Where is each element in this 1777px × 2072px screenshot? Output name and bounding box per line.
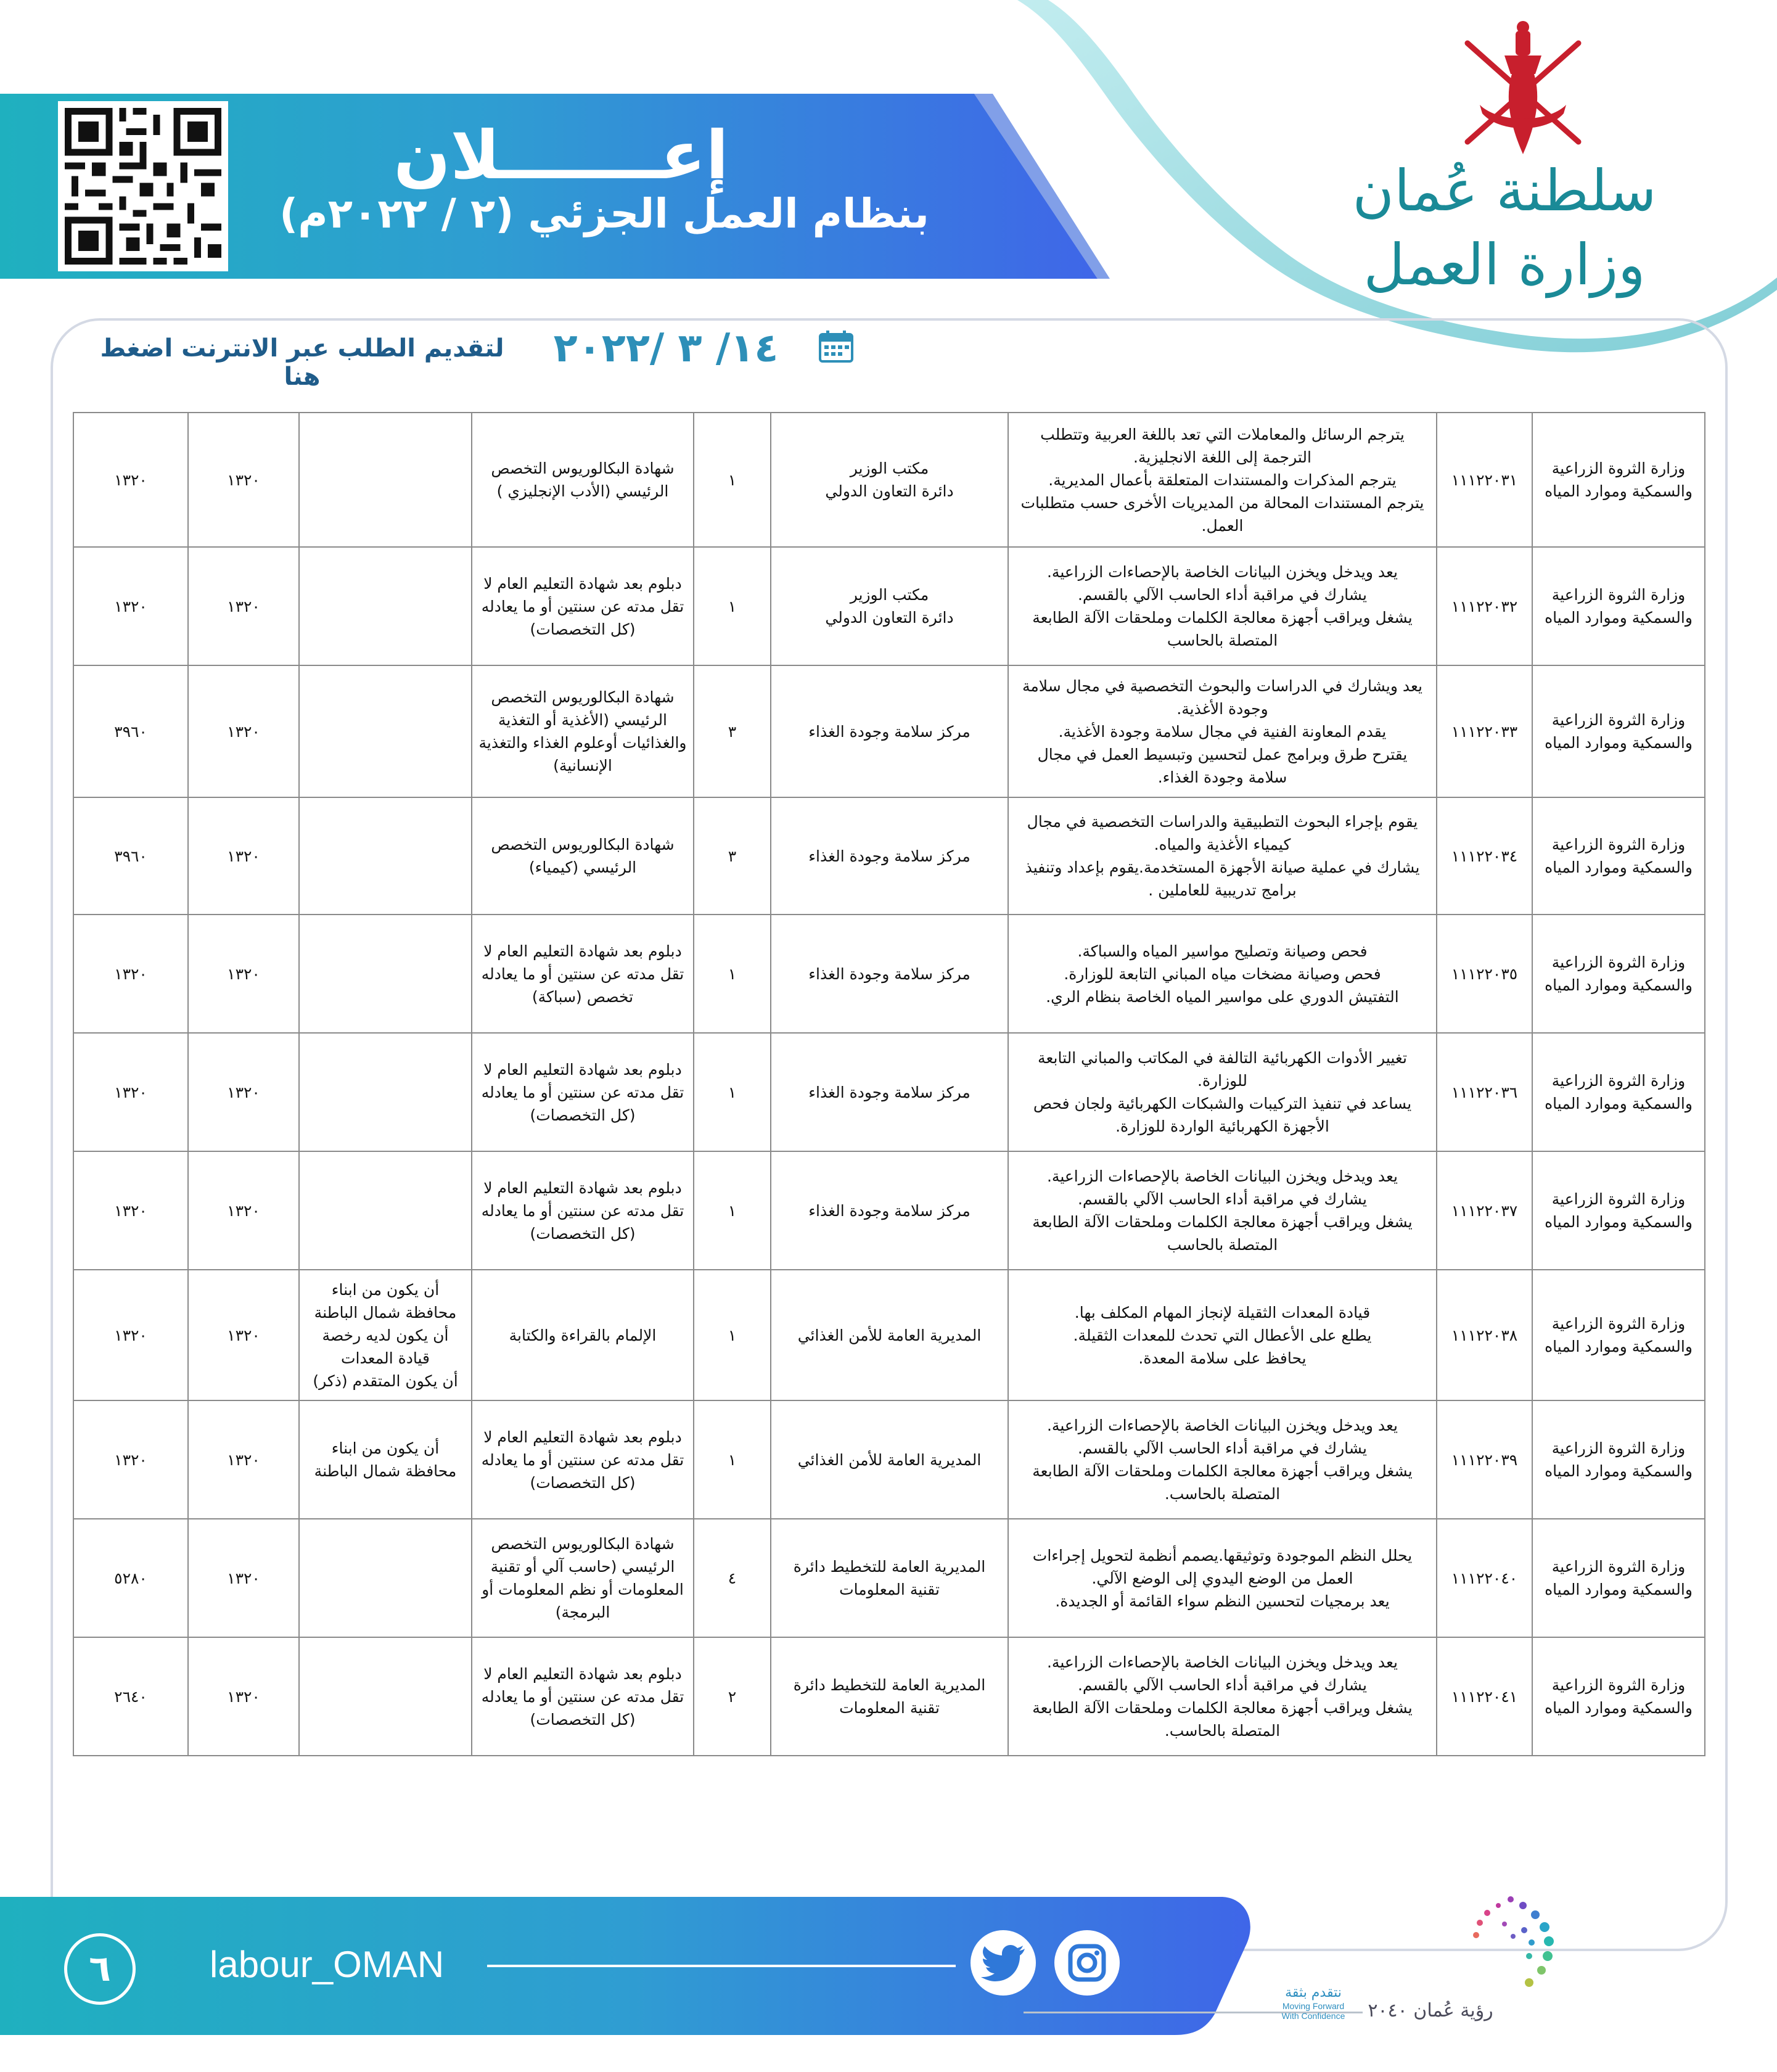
tasks-cell-line: التفتيش الدوري على مواسير المياه الخاصة بنظام الري. xyxy=(1046,987,1399,1006)
conditions-cell xyxy=(299,413,472,547)
qualification-cell-line: شهادة البكالوريوس التخصص الرئيسي (الأدب الإنجليزي ) xyxy=(491,459,675,500)
count-cell: ١ xyxy=(694,1270,771,1400)
table-row xyxy=(73,413,1705,547)
table-row xyxy=(73,915,1705,1033)
conditions-cell-line: أن يكون من ابناء محافظة شمال الباطنة xyxy=(314,1280,457,1322)
twitter-button[interactable] xyxy=(971,1930,1036,1996)
code-cell: ١١١٢٢٠٣٢ xyxy=(1437,547,1532,665)
tasks-cell-line: يشغل ويراقب أجهزة معالجة الكلمات وملحقات الآلة الطابعة المتصلة بالحاسب xyxy=(1032,1213,1413,1254)
entity-cell: وزارة الثروة الزراعية والسمكية وموارد المياه xyxy=(1532,1151,1705,1270)
department-cell-line: المديرية العامة للتخطيط دائرة تقنية المعلومات xyxy=(793,1676,986,1717)
salary-cell: ١٣٢٠ xyxy=(188,1519,299,1637)
tasks-cell xyxy=(1008,1637,1437,1756)
department-cell-line: مركز سلامة وجودة الغذاء xyxy=(808,1201,971,1220)
department-cell-line: المديرية العامة للأمن الغذائي xyxy=(797,1450,982,1469)
vision-swirl-icon xyxy=(1473,1896,1554,1987)
deadline-date: ١٤/ ٣ /٢٠٢٢ xyxy=(553,326,779,371)
entity-cell: وزارة الثروة الزراعية والسمكية وموارد المياه xyxy=(1532,547,1705,665)
tasks-cell-line: تغيير الأدوات الكهربائية التالفة في المكاتب والمباني التابعة للوزارة. xyxy=(1038,1049,1407,1090)
conditions-cell xyxy=(299,547,472,665)
salary-cell: ١٣٢٠ xyxy=(188,1033,299,1151)
tasks-cell xyxy=(1008,1270,1437,1400)
total-cell: ١٣٢٠ xyxy=(73,1151,188,1270)
announcement-subtitle: بنظام العمل الجزئي (٢ / ٢٠٢٢م) xyxy=(279,190,929,237)
total-cell: ٣٩٦٠ xyxy=(73,665,188,797)
entity-cell: وزارة الثروة الزراعية والسمكية وموارد المياه xyxy=(1532,413,1705,547)
qualification-cell-line: (كل التخصصات) xyxy=(530,1710,636,1729)
tasks-cell xyxy=(1008,1519,1437,1637)
tasks-cell-line: قيادة المعدات الثقيلة لإنجاز المهام المكلف بها. xyxy=(1074,1303,1371,1322)
tasks-cell xyxy=(1008,1151,1437,1270)
department-cell-line: مركز سلامة وجودة الغذاء xyxy=(808,722,971,741)
twitter-icon xyxy=(971,1930,1036,1996)
code-cell: ١١١٢٢٠٣٥ xyxy=(1437,915,1532,1033)
tasks-cell xyxy=(1008,665,1437,797)
qualification-cell-line: (كل التخصصات) xyxy=(530,620,636,638)
entity-cell: وزارة الثروة الزراعية والسمكية وموارد المياه xyxy=(1532,1033,1705,1151)
tasks-cell-line: يحلل النظم الموجودة وتوثيقها.يصمم أنظمة لتحويل إجراءات العمل من الوضع اليدوي إلى الوضع الآلي. xyxy=(1032,1546,1413,1587)
social-handle[interactable]: labour_OMAN xyxy=(210,1944,445,1985)
department-cell xyxy=(771,665,1008,797)
count-cell: ٢ xyxy=(694,1637,771,1756)
qualification-cell xyxy=(472,1270,694,1400)
ministry-logo xyxy=(1344,154,1665,302)
count-cell: ٣ xyxy=(694,797,771,915)
department-cell-line: المديرية العامة للتخطيط دائرة تقنية المعلومات xyxy=(793,1558,986,1598)
entity-cell: وزارة الثروة الزراعية والسمكية وموارد المياه xyxy=(1532,665,1705,797)
department-cell-line: مركز سلامة وجودة الغذاء xyxy=(808,1083,971,1101)
qualification-cell xyxy=(472,797,694,915)
table-row xyxy=(73,797,1705,915)
tasks-cell-line: يعد برمجيات لتحسين النظم سواء القائمة أو الجديدة. xyxy=(1055,1592,1390,1610)
entity-cell: وزارة الثروة الزراعية والسمكية وموارد المياه xyxy=(1532,915,1705,1033)
total-cell: ٣٩٦٠ xyxy=(73,797,188,915)
sultanate-name: سلطنة عُمان xyxy=(1352,158,1657,224)
code-cell: ١١١٢٢٠٣١ xyxy=(1437,413,1532,547)
qualification-cell-line: دبلوم بعد شهادة التعليم العام لا تقل مدته عن سنتين أو ما يعادله xyxy=(481,574,684,615)
slogan-english-1: Moving Forward xyxy=(1282,2001,1345,2011)
tasks-cell-line: يشغل ويراقب أجهزة معالجة الكلمات وملحقات الآلة الطابعة المتصلة بالحاسب. xyxy=(1032,1462,1413,1503)
count-cell: ١ xyxy=(694,1033,771,1151)
qualification-cell-line: شهادة البكالوريوس التخصص الرئيسي (كيمياء) xyxy=(491,836,675,876)
qualification-cell xyxy=(472,547,694,665)
conditions-cell-line: أن يكون المتقدم (ذكر) xyxy=(313,1371,458,1390)
qualification-cell-line: شهادة البكالوريوس التخصص الرئيسي (حاسب آلي أو تقنية المعلومات أو نظم المعلومات أو البرمجة) xyxy=(482,1535,684,1621)
count-cell: ٤ xyxy=(694,1519,771,1637)
apply-online-link[interactable]: لتقديم الطلب عبر الانترنت اضغط هنا xyxy=(100,334,504,391)
department-cell xyxy=(771,1400,1008,1519)
code-cell: ١١١٢٢٠٣٧ xyxy=(1437,1151,1532,1270)
tasks-cell xyxy=(1008,413,1437,547)
total-cell: ١٣٢٠ xyxy=(73,1270,188,1400)
conditions-cell xyxy=(299,915,472,1033)
code-cell: ١١١٢٢٠٣٤ xyxy=(1437,797,1532,915)
qualification-cell xyxy=(472,665,694,797)
qr-code-icon xyxy=(58,101,228,271)
department-cell xyxy=(771,1151,1008,1270)
tasks-cell-line: فحص وصيانة مضخات مياه المباني التابعة للوزارة. xyxy=(1064,964,1381,983)
conditions-cell xyxy=(299,797,472,915)
salary-cell: ١٣٢٠ xyxy=(188,413,299,547)
tasks-cell-line: يقترح طرق وبرامج عمل لتحسين وتبسيط العمل في مجال سلامة وجودة الغذاء. xyxy=(1037,745,1408,786)
conditions-cell xyxy=(299,1637,472,1756)
announcement-title: إعـــــــلان xyxy=(393,117,729,194)
tasks-cell-line: يشارك في مراقبة أداء الحاسب الآلي بالقسم. xyxy=(1077,1439,1368,1457)
code-cell: ١١١٢٢٠٤٠ xyxy=(1437,1519,1532,1637)
salary-cell: ١٣٢٠ xyxy=(188,1151,299,1270)
department-cell-line: دائرة التعاون الدولي xyxy=(825,609,954,627)
department-cell-line: مكتب الوزير xyxy=(850,586,929,604)
ministry-name: وزارة العمل xyxy=(1363,232,1646,298)
tasks-cell-line: يقوم بإجراء البحوث التطبيقية والدراسات التخصصية في مجال كيمياء الأغذية والمياه. xyxy=(1027,813,1418,853)
department-cell xyxy=(771,1519,1008,1637)
qualification-cell xyxy=(472,1519,694,1637)
code-cell: ١١١٢٢٠٣٣ xyxy=(1437,665,1532,797)
total-cell: ٢٦٤٠ xyxy=(73,1637,188,1756)
tasks-cell xyxy=(1008,915,1437,1033)
code-cell: ١١١٢٢٠٣٨ xyxy=(1437,1270,1532,1400)
table-row xyxy=(73,1519,1705,1637)
conditions-cell xyxy=(299,1151,472,1270)
total-cell: ١٣٢٠ xyxy=(73,547,188,665)
department-cell-line: دائرة التعاون الدولي xyxy=(825,482,954,500)
tasks-cell-line: يعد ويدخل ويخزن البيانات الخاصة بالإحصاءات الزراعية. xyxy=(1046,563,1398,581)
total-cell: ١٣٢٠ xyxy=(73,1033,188,1151)
tasks-cell-line: يترجم الرسائل والمعاملات التي تعد باللغة العربية وتتطلب الترجمة إلى اللغة الانجليزية. xyxy=(1040,425,1405,466)
table-row xyxy=(73,1151,1705,1270)
qualification-cell xyxy=(472,1033,694,1151)
tasks-cell-line: يعد ويدخل ويخزن البيانات الخاصة بالإحصاءات الزراعية. xyxy=(1046,1416,1398,1434)
tasks-cell-line: يشغل ويراقب أجهزة معالجة الكلمات وملحقات الآلة الطابعة المتصلة بالحاسب. xyxy=(1032,1699,1413,1740)
department-cell-line: مركز سلامة وجودة الغذاء xyxy=(808,847,971,865)
tasks-cell-line: يعد ويدخل ويخزن البيانات الخاصة بالإحصاءات الزراعية. xyxy=(1046,1167,1398,1185)
tasks-cell-line: يترجم المستندات المحالة من المديريات الأخرى حسب متطلبات العمل. xyxy=(1020,493,1424,535)
salary-cell: ١٣٢٠ xyxy=(188,1270,299,1400)
salary-cell: ١٣٢٠ xyxy=(188,547,299,665)
slogan-arabic: نتقدم بثقة xyxy=(1285,1985,1342,2000)
qualification-cell-line: (كل التخصصات) xyxy=(530,1106,636,1124)
tasks-cell-line: يعد ويشارك في الدراسات والبحوث التخصصية في مجال سلامة وجودة الأغذية. xyxy=(1022,676,1422,718)
table-row xyxy=(73,1400,1705,1519)
conditions-cell-line: أن يكون لديه رخصة قيادة المعدات xyxy=(322,1326,449,1367)
jobs-table xyxy=(73,412,1705,1756)
salary-cell: ١٣٢٠ xyxy=(188,1400,299,1519)
calendar-icon xyxy=(819,331,853,363)
qualification-cell-line: دبلوم بعد شهادة التعليم العام لا تقل مدته عن سنتين أو ما يعادله تخصص (سباكة) xyxy=(481,942,684,1006)
conditions-cell-line: أن يكون من ابناء محافظة شمال الباطنة xyxy=(314,1439,457,1480)
department-cell-line: مركز سلامة وجودة الغذاء xyxy=(808,964,971,983)
table-row xyxy=(73,1270,1705,1400)
total-cell: ١٣٢٠ xyxy=(73,413,188,547)
instagram-button[interactable] xyxy=(1054,1930,1120,1996)
qualification-cell xyxy=(472,413,694,547)
department-cell xyxy=(771,547,1008,665)
salary-cell: ١٣٢٠ xyxy=(188,915,299,1033)
qualification-cell-line: (كل التخصصات) xyxy=(530,1224,636,1243)
instagram-icon xyxy=(1054,1930,1120,1996)
department-cell xyxy=(771,413,1008,547)
entity-cell: وزارة الثروة الزراعية والسمكية وموارد المياه xyxy=(1532,1400,1705,1519)
count-cell: ١ xyxy=(694,915,771,1033)
salary-cell: ١٣٢٠ xyxy=(188,665,299,797)
department-cell xyxy=(771,915,1008,1033)
oman-vision-2040-logo xyxy=(1281,1862,1659,2041)
qualification-cell-line: شهادة البكالوريوس التخصص الرئيسي (الأغذية أو التغذية والغذائيات أوعلوم الغذاء والتغذية الإنسانية) xyxy=(478,688,687,775)
qualification-cell xyxy=(472,915,694,1033)
qualification-cell-line: دبلوم بعد شهادة التعليم العام لا تقل مدته عن سنتين أو ما يعادله xyxy=(481,1178,684,1220)
conditions-cell xyxy=(299,1033,472,1151)
tasks-cell xyxy=(1008,797,1437,915)
entity-cell: وزارة الثروة الزراعية والسمكية وموارد المياه xyxy=(1532,797,1705,915)
footer-divider xyxy=(487,1965,956,1967)
entity-cell: وزارة الثروة الزراعية والسمكية وموارد المياه xyxy=(1532,1637,1705,1756)
tasks-cell-line: يساعد في تنفيذ التركيبات والشبكات الكهربائية ولجان فحص الأجهزة الكهربائية الواردة للوزارة. xyxy=(1033,1095,1412,1135)
conditions-cell xyxy=(299,1519,472,1637)
tasks-cell-line: يترجم المذكرات والمستندات المتعلقة بأعمال المديرية. xyxy=(1048,471,1397,489)
entity-cell: وزارة الثروة الزراعية والسمكية وموارد المياه xyxy=(1532,1270,1705,1400)
tasks-cell-line: يشارك في مراقبة أداء الحاسب الآلي بالقسم. xyxy=(1077,586,1368,604)
tasks-cell-line: يحافظ على سلامة المعدة. xyxy=(1138,1349,1307,1367)
conditions-cell xyxy=(299,1270,472,1400)
qualification-cell-line: دبلوم بعد شهادة التعليم العام لا تقل مدته عن سنتين أو ما يعادله xyxy=(481,1664,684,1706)
qualification-cell xyxy=(472,1151,694,1270)
total-cell: ٥٢٨٠ xyxy=(73,1519,188,1637)
code-cell: ١١١٢٢٠٣٩ xyxy=(1437,1400,1532,1519)
tasks-cell-line: يشغل ويراقب أجهزة معالجة الكلمات وملحقات الآلة الطابعة المتصلة بالحاسب xyxy=(1032,609,1413,649)
qualification-cell xyxy=(472,1637,694,1756)
salary-cell: ١٣٢٠ xyxy=(188,1637,299,1756)
slogan-english-2: With Confidence xyxy=(1281,2011,1345,2021)
department-cell xyxy=(771,1270,1008,1400)
qualification-cell-line: (كل التخصصات) xyxy=(530,1473,636,1492)
salary-cell: ١٣٢٠ xyxy=(188,797,299,915)
total-cell: ١٣٢٠ xyxy=(73,915,188,1033)
tasks-cell xyxy=(1008,1033,1437,1151)
department-cell xyxy=(771,797,1008,915)
table-row xyxy=(73,665,1705,797)
table-row xyxy=(73,547,1705,665)
entity-cell: وزارة الثروة الزراعية والسمكية وموارد المياه xyxy=(1532,1519,1705,1637)
qualification-cell-line: دبلوم بعد شهادة التعليم العام لا تقل مدته عن سنتين أو ما يعادله xyxy=(481,1428,684,1469)
qualification-cell-line: الإلمام بالقراءة والكتابة xyxy=(509,1326,657,1344)
count-cell: ٣ xyxy=(694,665,771,797)
tasks-cell-line: يطلع على الأعطال التي تحدث للمعدات الثقيلة. xyxy=(1073,1326,1372,1344)
conditions-cell xyxy=(299,665,472,797)
code-cell: ١١١٢٢٠٣٦ xyxy=(1437,1033,1532,1151)
department-cell xyxy=(771,1033,1008,1151)
table-row xyxy=(73,1033,1705,1151)
code-cell: ١١١٢٢٠٤١ xyxy=(1437,1637,1532,1756)
department-cell-line: المديرية العامة للأمن الغذائي xyxy=(797,1326,982,1344)
tasks-cell-line: يعد ويدخل ويخزن البيانات الخاصة بالإحصاءات الزراعية. xyxy=(1046,1653,1398,1671)
department-cell-line: مكتب الوزير xyxy=(850,459,929,477)
count-cell: ١ xyxy=(694,1400,771,1519)
count-cell: ١ xyxy=(694,547,771,665)
table-row xyxy=(73,1637,1705,1756)
tasks-cell xyxy=(1008,547,1437,665)
qualification-cell-line: دبلوم بعد شهادة التعليم العام لا تقل مدته عن سنتين أو ما يعادله xyxy=(481,1060,684,1101)
oman-emblem-icon xyxy=(1443,18,1603,166)
tasks-cell-line: يشارك في مراقبة أداء الحاسب الآلي بالقسم. xyxy=(1077,1676,1368,1694)
tasks-cell-line: يقدم المعاونة الفنية في مجال سلامة وجودة الأغذية. xyxy=(1058,722,1387,741)
tasks-cell xyxy=(1008,1400,1437,1519)
tasks-cell-line: يشارك في مراقبة أداء الحاسب الآلي بالقسم. xyxy=(1077,1190,1368,1208)
qr-code[interactable] xyxy=(58,101,228,271)
vision-label: رؤية عُمان ٢٠٤٠ xyxy=(1368,2000,1493,2021)
tasks-cell-line: فحص وصيانة وتصليح مواسير المياه والسباكة. xyxy=(1077,942,1368,960)
page-number: ٦ xyxy=(64,1933,136,2005)
count-cell: ١ xyxy=(694,1151,771,1270)
tasks-cell-line: يشارك في عملية صيانة الأجهزة المستخدمة.يقوم بإعداد وتنفيذ برامج تدريبية للعاملين . xyxy=(1025,858,1420,899)
total-cell: ١٣٢٠ xyxy=(73,1400,188,1519)
conditions-cell xyxy=(299,1400,472,1519)
qualification-cell xyxy=(472,1400,694,1519)
count-cell: ١ xyxy=(694,413,771,547)
department-cell xyxy=(771,1637,1008,1756)
